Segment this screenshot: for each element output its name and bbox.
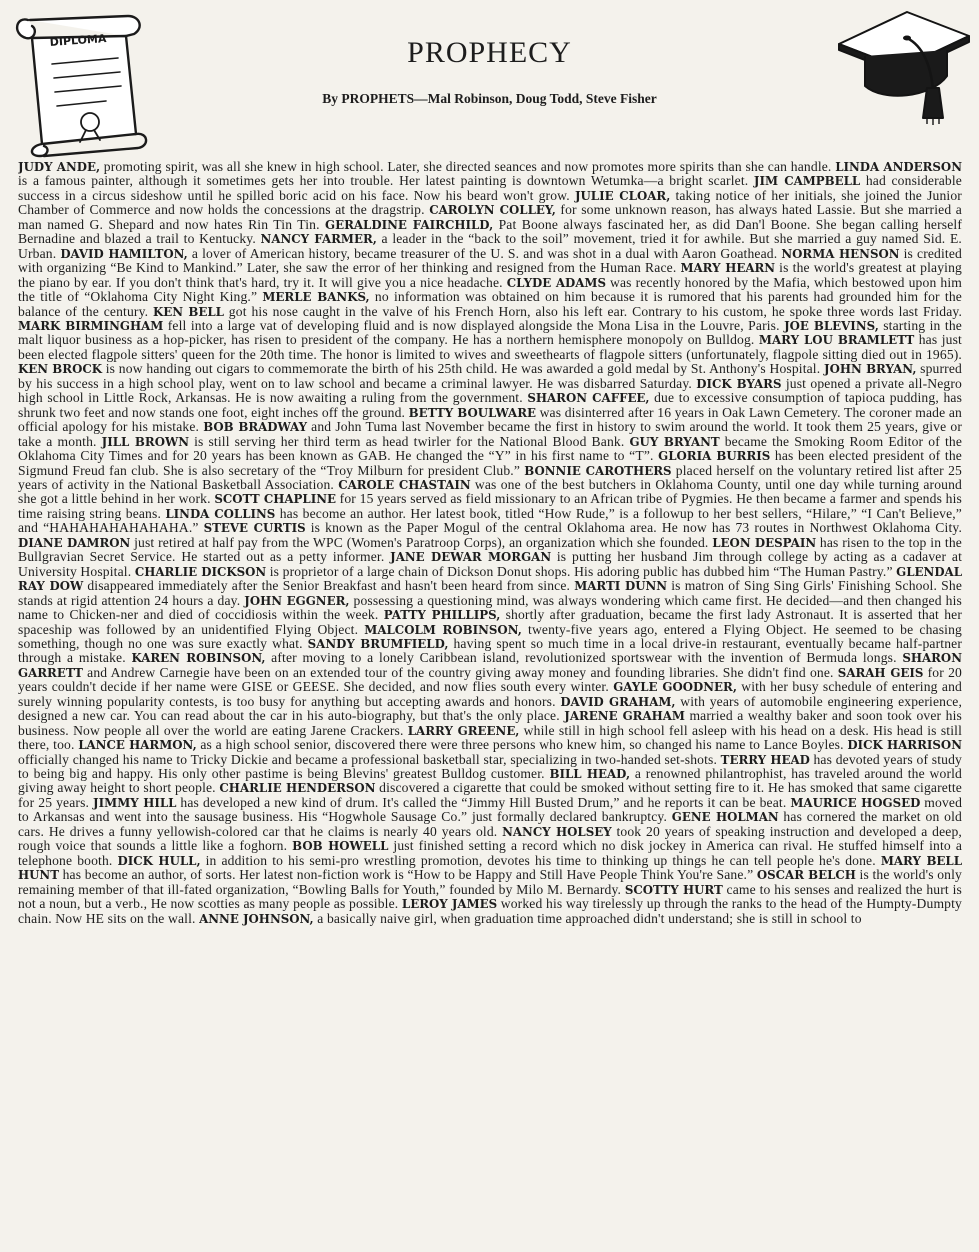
student-name: MARY HEARN bbox=[680, 261, 776, 276]
student-name: DAVID HAMILTON, bbox=[60, 246, 188, 261]
prophecy-text: discovered a cigarette that could be smoked without setting fire to it. He has smoked that same cigarette for 25 years. bbox=[18, 780, 962, 810]
student-name: GAYLE GOODNER, bbox=[613, 680, 737, 695]
prophecy-text: placed herself on the voluntary retired list after 25 years of activity in the National Basketball Association. bbox=[18, 462, 962, 492]
student-name: MARK BIRMINGHAM bbox=[18, 318, 164, 333]
student-name: BOB HOWELL bbox=[292, 839, 389, 854]
student-name: LARRY GREENE, bbox=[407, 723, 520, 738]
student-name: TERRY HEAD bbox=[720, 752, 810, 767]
prophecy-text: is known as the Paper Mogul of the central Oklahoma area. He now has 73 routes in Northwest Oklahoma City. bbox=[305, 520, 962, 536]
prophecy-text: Pat Boone always fascinated her, as did Dan'l Boone. She began calling herself Bernadine and blazed a trail to Kentucky. bbox=[18, 216, 962, 247]
prophecy-text: for 20 years couldn't decide if her name were GISE or GEESE. She decided, and now flies south every winter. bbox=[18, 664, 962, 695]
student-name: GERALDINE FAIRCHILD, bbox=[325, 217, 494, 232]
student-name: LINDA COLLINS bbox=[165, 506, 276, 521]
student-name: JULIE CLOAR, bbox=[574, 188, 671, 203]
prophecy-text: starting in the malt liquor business as a hop-picker, has risen to president of the company. He has a northern hemisphere monopoly on Bulldog. bbox=[18, 317, 962, 348]
prophecy-text: a lover of American history, became treasurer of the U. S. and was shot in a dual with Aaron Goathead. bbox=[187, 245, 782, 261]
student-name: BILL HEAD, bbox=[549, 767, 631, 782]
student-name: SHARON CAFFEE, bbox=[527, 391, 650, 406]
prophecy-text: no information was obtained on him because it is rumored that his parents had grounded him for the balance of the century. bbox=[18, 289, 962, 319]
prophecy-text: with years of automobile engineering experience, designed a new car. You can read about the car in his auto-biography, but that's the only place. bbox=[18, 693, 962, 724]
student-name: JOE BLEVINS, bbox=[784, 318, 879, 333]
prophecy-text: is the world's only remaining member of that ill-fated organization, “Bowling Balls for Youth,” founded by Milo M. Bernardy. bbox=[18, 867, 962, 897]
prophecy-text: was disinterred after 16 years in Oak Lawn Cemetery. The coroner made an official apology for his mistake. bbox=[18, 404, 962, 435]
prophecy-text: has devoted years of study to being big and happy. His only other pastime is being Blevins' greatest Bulldog customer. bbox=[18, 751, 962, 782]
student-name: GUY BRYANT bbox=[629, 434, 720, 449]
student-name: JOHN EGGNER, bbox=[244, 593, 350, 608]
prophecy-text: is now handing out cigars to commemorate the birth of his 25th child. He was awarded a gold medal by St. Anthony's Hospital. bbox=[102, 361, 825, 377]
prophecy-text: worked his way tirelessly up through the ranks to the head of the Humpty-Dumpty chain. Now HE sits on the wall. bbox=[18, 896, 962, 926]
student-name: SHARON GARRETT bbox=[18, 651, 962, 680]
student-name: LEROY JAMES bbox=[401, 897, 498, 912]
student-name: NORMA HENSON bbox=[781, 246, 900, 261]
prophecy-text: officially changed his name to Tricky Dickie and became a professional basketball star, specializing in two-handed set-shots. bbox=[18, 751, 721, 767]
prophecy-text: just retired at half pay from the WPC (Women's Paratroop Corps), an organization which she founded. bbox=[130, 534, 713, 550]
student-name: BONNIE CAROTHERS bbox=[524, 463, 672, 478]
prophecy-text: is proprietor of a large chain of Dickson Donut shops. His adoring public has dubbed him “The Human Pastry.” bbox=[266, 563, 897, 579]
prophecy-text: has cornered the market on old cars. He drives a funny yellowish-colored car that he claims is nearly 40 years old. bbox=[18, 809, 962, 839]
prophecy-text: a basically naive girl, when graduation time approached didn't understand; she is still in school to bbox=[313, 910, 862, 926]
prophecy-text: after moving to a lonely Caribbean island, revolutionized sportswear with the invention of Bermuda longs. bbox=[265, 650, 903, 666]
prophecy-text: a renowned philantrophist, has traveled around the world giving away height to short people. bbox=[18, 766, 962, 796]
prophecy-text: spurred by his success in a high school play, went on to law school and became a criminal lawyer. He was disbarred Saturday. bbox=[18, 361, 962, 391]
prophecy-text: is putting her husband Jim through college by acting as a cadaver at University Hospital. bbox=[18, 549, 962, 579]
student-name: MARY LOU BRAMLETT bbox=[758, 333, 915, 348]
prophecy-text: took 20 years of speaking instruction and developed a deep, rough voice that sounds a little like a foghorn. bbox=[18, 823, 962, 854]
prophecy-text: married a wealthy baker and soon took over his business. Now people all over the world are eating Jarene Crackers. bbox=[18, 708, 962, 738]
prophecy-text: is still serving her third term as head twirler for the National Blood Bank. bbox=[189, 433, 630, 449]
prophecy-text: has become an author, of sorts. Her latest non-fiction work is “How to be Happy and Still Have People Think You're Sane.” bbox=[59, 867, 757, 883]
prophecy-text: has become an author. Her latest book, titled “How Rude,” is a followup to her best sellers, “Hilare,” “I Can't Believe,” and “HAHAHAHAHAHAHA.” bbox=[18, 505, 962, 536]
student-name: JIM CAMPBELL bbox=[753, 174, 861, 189]
prophecy-text: became the Smoking Room Editor of the Oklahoma City Times and for 20 years has been known as GAB. He changed the “Y” in his first name to “T”. bbox=[18, 433, 962, 464]
page-title: PROPHECY bbox=[407, 36, 572, 69]
prophecy-text: a leader in the “back to the soil” movement, tried it for awhile. But she married a guy named Sid. E. Urban. bbox=[18, 231, 962, 261]
student-name: KEN BELL bbox=[153, 304, 224, 319]
prophecy-text: has risen to the top in the Bullgravian Secret Service. He started out as a petty informer. bbox=[18, 534, 962, 565]
prophecy-text: with her busy schedule of entering and surely winning popularity contests, is too busy for anything but accepting awards and honors. bbox=[18, 679, 962, 709]
prophecy-text: while still in high school fell asleep with his head on a desk. His head is still there, too. bbox=[18, 722, 962, 753]
student-name: SARAH GEIS bbox=[837, 665, 924, 680]
prophecy-text: moved to Arkansas and went into the sausage business. His “Hogwhole Sausage Co.” just formally declared bankruptcy. bbox=[18, 794, 962, 825]
student-name: JUDY ANDE, bbox=[18, 160, 101, 174]
byline: By PROPHETS—Mal Robinson, Doug Todd, Steve Fisher bbox=[322, 91, 657, 106]
prophecy-text: has developed a new kind of drum. It's called the “Jimmy Hill Busted Drum,” and he reports it can be beat. bbox=[176, 794, 791, 810]
student-name: CLYDE ADAMS bbox=[506, 275, 606, 290]
diploma-scroll-icon bbox=[8, 6, 160, 158]
svg-text:DIPLOMA: DIPLOMA bbox=[49, 32, 107, 49]
student-name: CAROLE CHASTAIN bbox=[338, 477, 471, 492]
student-name: GLORIA BURRIS bbox=[658, 449, 771, 464]
student-name: NANCY HOLSEY bbox=[502, 824, 612, 839]
prophecy-text: was one of the best butchers in Oklahoma County, until one day while turning around she got a little behind in her work. bbox=[18, 476, 962, 507]
prophecy-text: is matron of Sing Sing Girls' Finishing School. She stands at rigid attention 24 hours a day. bbox=[18, 578, 962, 608]
student-name: LEON DESPAIN bbox=[712, 535, 817, 550]
student-name: BETTY BOULWARE bbox=[408, 405, 536, 420]
prophecy-text: for some unknown reason, has always hated Lassie. But she married a man named G. Shepard and now hates Rin Tin Tin. bbox=[18, 202, 962, 232]
student-name: DICK HARRISON bbox=[847, 738, 962, 753]
student-name: CHARLIE DICKSON bbox=[134, 564, 267, 579]
student-name: GENE HOLMAN bbox=[671, 810, 779, 825]
student-name: ANNE JOHNSON, bbox=[199, 911, 314, 926]
student-name: MERLE BANKS, bbox=[262, 290, 370, 305]
prophecy-text: just opened a private all-Negro high school in Little Rock, Arkansas. He is now awaiting a ruling from the government. bbox=[18, 375, 962, 406]
student-name: OSCAR BELCH bbox=[756, 868, 856, 883]
prophecy-text: and Andrew Carnegie have been on an extended tour of the country giving away money and founding libraries. She didn't find one. bbox=[82, 664, 838, 680]
student-name: JOHN BRYAN, bbox=[824, 362, 917, 377]
student-name: SCOTT CHAPLINE bbox=[214, 492, 337, 507]
student-name: NANCY FARMER, bbox=[260, 232, 377, 247]
prophecy-text: shortly after graduation, became the first lady Astronaut. It is asserted that her spaceship was followed by an unidentified Flying Object. bbox=[18, 607, 962, 637]
student-name: MAURICE HOGSED bbox=[790, 795, 921, 810]
student-name: PATTY PHILLIPS, bbox=[383, 608, 501, 623]
prophecy-text: fell into a large vat of developing fluid and is now displayed alongside the Mona Lisa in the Louvre, Paris. bbox=[163, 317, 785, 333]
prophecy-text: has just been elected flagpole sitters' queen for the 20th time. The honor is limited to wives and sweethearts of flagpole sitters (unfortunately, flagpole sitting died out in 1965). bbox=[18, 332, 962, 362]
student-name: CAROLYN COLLEY, bbox=[429, 203, 556, 218]
prophecy-text: came to his senses and realized the hurt is not a noun, but a verb., He now scotties as many people as possible. bbox=[18, 881, 962, 912]
prophecy-text: having spent so much time in a local drive-in restaurant, eventually became half-partner through a mistake. bbox=[18, 635, 962, 666]
student-name: JANE DEWAR MORGAN bbox=[390, 550, 552, 565]
student-name: GLENDAL RAY DOW bbox=[18, 564, 962, 594]
student-name: DICK BYARS bbox=[696, 376, 782, 391]
prophecy-text: got his nose caught in the valve of his French Horn, also his left ear. Contrary to his custom, he spoke three words last Friday. bbox=[223, 303, 962, 319]
student-name: BOB BRADWAY bbox=[203, 420, 307, 435]
student-name: CHARLIE HENDERSON bbox=[219, 781, 376, 796]
prophecy-text: just finished setting a record which no disk jockey in America can rival. He stuffed himself into a telephone booth. bbox=[18, 838, 962, 868]
prophecy-text: possessing a questioning mind, was always wondering which came first. He decided—and then changed his name to Chicken-ner and died of coccidiosis within the week. bbox=[18, 592, 962, 623]
student-name: MALCOLM ROBINSON, bbox=[364, 622, 522, 637]
prophecy-text: had considerable success in a circus sideshow until he spilled boric acid on his face. Now his beard won't grow. bbox=[18, 173, 962, 203]
prophecy-text: taking notice of her initials, she joined the Junior Chamber of Commerce and now holds the concessions at the dragstrip. bbox=[18, 187, 962, 218]
prophecy-text: disappeared immediately after the Senior Breakfast and hasn't been heard from since. bbox=[83, 578, 575, 594]
student-name: MARY BELL HUNT bbox=[18, 853, 962, 883]
prophecy-text: was recently honored by the Mafia, which bestowed upon him the title of “Oklahoma City Night King.” bbox=[18, 274, 962, 305]
student-name: STEVE CURTIS bbox=[203, 521, 306, 536]
prophecy-text: is the world's greatest at playing the piano by ear. If you don't think that's hard, try it. It will give you a nice headache. bbox=[18, 260, 962, 290]
student-name: KEN BROCK bbox=[18, 362, 102, 377]
prophecy-text: for 15 years served as field missionary to an African tribe of Pygmies. He then became a farmer and spends his time raising string beans. bbox=[18, 491, 962, 521]
student-name: KAREN ROBINSON, bbox=[131, 651, 266, 666]
student-name: JARENE GRAHAM bbox=[564, 709, 685, 724]
student-name: JILL BROWN bbox=[101, 434, 190, 449]
student-name: MARTI DUNN bbox=[574, 579, 668, 594]
student-name: SANDY BRUMFIELD, bbox=[307, 636, 449, 651]
student-name: SCOTTY HURT bbox=[624, 882, 723, 897]
prophecy-text: due to excessive consumption of tapioca pudding, has shrunk two feet and now stands one foot, eight inches off the ground. bbox=[18, 390, 962, 420]
prophecy-text: in addition to his semi-pro wrestling promotion, devotes his time to thinking up things he can tell people he's done. bbox=[200, 852, 881, 868]
student-name: LANCE HARMON, bbox=[78, 738, 197, 753]
prophecy-text: is credited with organizing “Be Kind to Mankind.” Later, she saw the error of her thinking and resigned from the Human Race. bbox=[18, 245, 962, 276]
student-name: DAVID GRAHAM, bbox=[560, 694, 676, 709]
prophecy-text: promoting spirit, was all she knew in high school. Later, she directed seances and now promotes more spirits than she can handle. bbox=[100, 160, 836, 174]
prophecy-text: and John Tuma last November became the first in history to swim around the world. It took them 25 years, give or take a month. bbox=[18, 419, 962, 449]
student-name: DIANE DAMRON bbox=[18, 535, 131, 550]
prophecy-body bbox=[18, 160, 962, 1250]
student-name: DICK HULL, bbox=[117, 853, 201, 868]
prophecy-text: as a high school senior, discovered there were three persons who knew him, so changed his name to Lance Boyles. bbox=[196, 737, 848, 753]
prophecy-text: twenty-five years ago, entered a Flying Object. He seemed to be chasing something, though no one was sure exactly what. bbox=[18, 621, 962, 651]
prophecy-text: has been elected president of the Sigmund Freud fan club. She is also secretary of the “Troy Milburn for president Club.” bbox=[18, 448, 962, 478]
prophecy-text: is a famous painter, although it sometimes gets her into trouble. Her latest painting is downtown Wetumka—a bright scarlet. bbox=[18, 173, 754, 189]
student-name: LINDA ANDERSON bbox=[835, 160, 962, 174]
student-name: JIMMY HILL bbox=[93, 795, 177, 810]
